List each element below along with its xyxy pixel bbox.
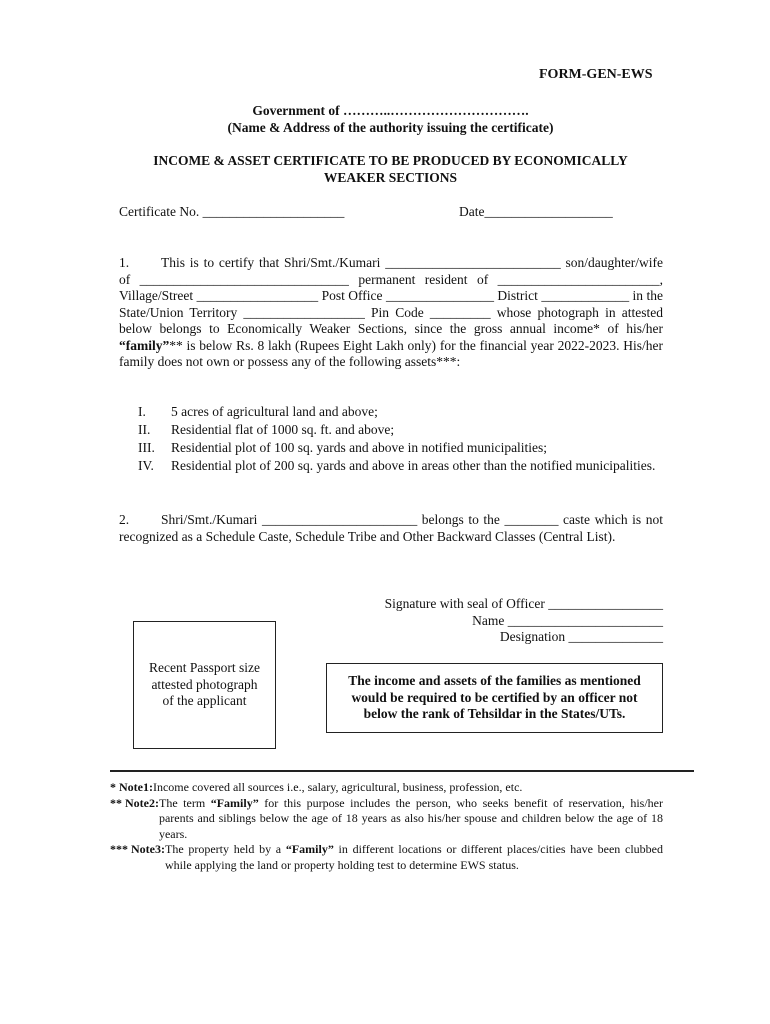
note-3 xyxy=(110,842,663,873)
paragraph-1-text-a: This is to certify that Shri/Smt./Kumari __________________________ son/daughter/wife of _______________________________ permanent resident of ________________________, Village/Street __________________ Post Office ________________ District _____________ in the State/Union Territory __________________ Pin Code _________ whose photograph in attested below belongs to Economically Weaker Sections, since the gross annual income* of his/her xyxy=(119,255,663,336)
paragraph-1-text-b: ** is below Rs. 8 lakh (Rupees Eight Lakh only) for the financial year 2022-2023. His/her family does not own or possess any of the following assets***: xyxy=(119,337,663,369)
note-2-family-term: “Family” xyxy=(210,795,259,810)
divider xyxy=(110,770,694,772)
family-term: “family” xyxy=(119,337,170,353)
asset-item-number: IV. xyxy=(138,458,154,473)
asset-item xyxy=(138,439,663,457)
notice-text: The income and assets of the families as mentioned would be required to be certified by an officer not below the rank of Tehsildar in the States/UTs. xyxy=(348,673,641,722)
paragraph-1-number: 1. xyxy=(119,255,130,270)
photo-box xyxy=(133,621,276,749)
asset-item-text: 5 acres of agricultural land and above; xyxy=(171,404,378,419)
note-2-text: for this purpose includes the person, who seeks benefit of reservation, his/her parents and siblings below the age of 18 years as also his/her spouse and children below the age of 18 years. xyxy=(158,795,663,841)
notice-box xyxy=(326,663,663,733)
note-2 xyxy=(110,796,663,843)
form-code: FORM-GEN-EWS xyxy=(539,67,653,82)
note-3-text: in different locations or different places/cities have been clubbed while applying the land or property holding test to determine EWS status. xyxy=(164,842,664,872)
asset-item-number: III. xyxy=(138,440,155,455)
officer-name-line: Name _______________________ xyxy=(472,612,663,628)
certificate-title-line-1: INCOME & ASSET CERTIFICATE TO BE PRODUCED BY ECONOMICALLY xyxy=(153,153,628,168)
asset-item xyxy=(138,403,663,421)
note-3-family-term: “Family” xyxy=(285,842,334,856)
paragraph-2-text: Shri/Smt./Kumari _______________________ belongs to the ________ caste which is not recognized as a Schedule Caste, Schedule Tribe and Other Backward Classes (Central List). xyxy=(119,512,663,544)
note-1-text: Income covered all sources i.e., salary, agricultural, business, profession, etc. xyxy=(152,780,523,794)
certificate-number-field: Certificate No. _____________________ xyxy=(119,204,345,219)
asset-item-text: Residential plot of 100 sq. yards and above in notified municipalities; xyxy=(171,440,548,455)
notes-section xyxy=(110,780,663,873)
note-1-tag: * Note1: xyxy=(110,780,153,794)
asset-item-number: I. xyxy=(138,404,146,419)
photo-box-label: Recent Passport size attested photograph of the applicant xyxy=(149,660,260,709)
asset-list xyxy=(138,403,663,475)
note-3-prefix: The property held by a xyxy=(164,842,286,856)
note-2-tag: ** Note2: xyxy=(110,795,159,810)
paragraph-2-number: 2. xyxy=(119,512,130,527)
asset-item-text: Residential plot of 200 sq. yards and above in areas other than the notified municipalities. xyxy=(171,458,656,473)
note-1 xyxy=(110,780,663,796)
asset-item xyxy=(138,457,663,475)
asset-item-text: Residential flat of 1000 sq. ft. and above; xyxy=(171,422,395,437)
authority-line: (Name & Address of the authority issuing the certificate) xyxy=(227,120,554,135)
signature-block xyxy=(300,596,663,646)
certificate-title-line-2: WEAKER SECTIONS xyxy=(323,170,458,185)
designation-line: Designation ______________ xyxy=(499,629,663,644)
note-3-tag: *** Note3: xyxy=(110,842,165,856)
paragraph-2 xyxy=(119,512,663,545)
note-2-prefix: The term xyxy=(158,795,211,810)
asset-item xyxy=(138,421,663,439)
paragraph-1 xyxy=(119,255,663,371)
asset-item-number: II. xyxy=(138,422,151,437)
signature-line: Signature with seal of Officer _________________ xyxy=(384,596,663,611)
date-field: Date___________________ xyxy=(459,204,613,219)
government-line: Government of ………..…………………………. xyxy=(252,103,529,118)
